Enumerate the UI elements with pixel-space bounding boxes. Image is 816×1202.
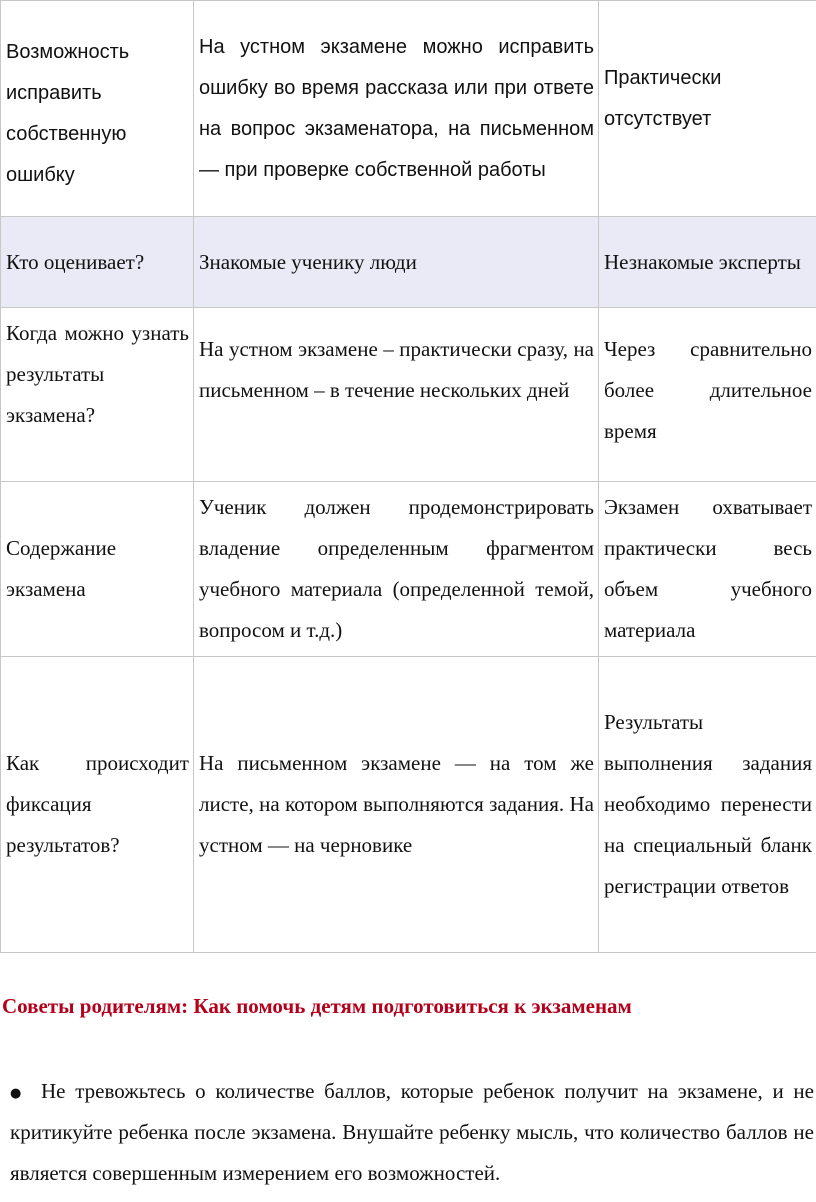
section-heading: Советы родителям: Как помочь детям подготовиться к экзаменам <box>2 994 632 1018</box>
table-row <box>1 657 816 953</box>
table-cell-oral-written: Знакомые ученику люди <box>194 217 599 308</box>
table-cell-ege: Через сравнительно более длительное время <box>599 308 816 482</box>
table-row <box>1 482 816 657</box>
table-cell-ege: Результаты выполнения задания необходимо перенести на специальный бланк регистрации ответов <box>599 657 816 953</box>
list-item <box>0 1071 816 1194</box>
table-cell-criterion: Содержание экзамена <box>1 482 194 657</box>
table-cell-criterion: Когда можно узнать результаты экзамена? <box>1 308 194 482</box>
table-cell-criterion: Как происходит фиксация результатов? <box>1 657 194 953</box>
tip-text: Не тревожьтесь о количестве баллов, которые ребенок получит на экзамене, и не критикуйте ребенка после экзамена. Внушайте ребенку мысль, что количество баллов не является совершенным измерением его возможностей. <box>10 1079 814 1185</box>
table-cell-oral-written: На письменном экзамене — на том же листе, на котором выполняются задания. На устном — на черновике <box>194 657 599 953</box>
table-cell-criterion: Возможность исправить собственную ошибку <box>1 1 194 217</box>
table-cell-oral-written: На устном экзамене – практически сразу, на письменном – в течение нескольких дней <box>194 308 599 482</box>
table-cell-ege: Экзамен охватывает практически весь объем учебного материала <box>599 482 816 657</box>
table-cell-ege: Практически отсутствует <box>599 1 816 217</box>
table-cell-ege: Незнакомые эксперты <box>599 217 816 308</box>
table-row <box>1 217 816 308</box>
table-cell-oral-written: Ученик должен продемонстрировать владение определенным фрагментом учебного материала (определенной темой, вопросом и т.д.) <box>194 482 599 657</box>
table-row <box>1 1 816 217</box>
table-cell-oral-written: На устном экзамене можно исправить ошибку во время рассказа или при ответе на вопрос экзаменатора, на письменном — при проверке собственной работы <box>194 1 599 217</box>
table-cell-criterion: Кто оценивает? <box>1 217 194 308</box>
table-row <box>1 308 816 482</box>
bullet-icon: ● <box>10 1085 22 1101</box>
tips-list <box>0 1071 816 1194</box>
